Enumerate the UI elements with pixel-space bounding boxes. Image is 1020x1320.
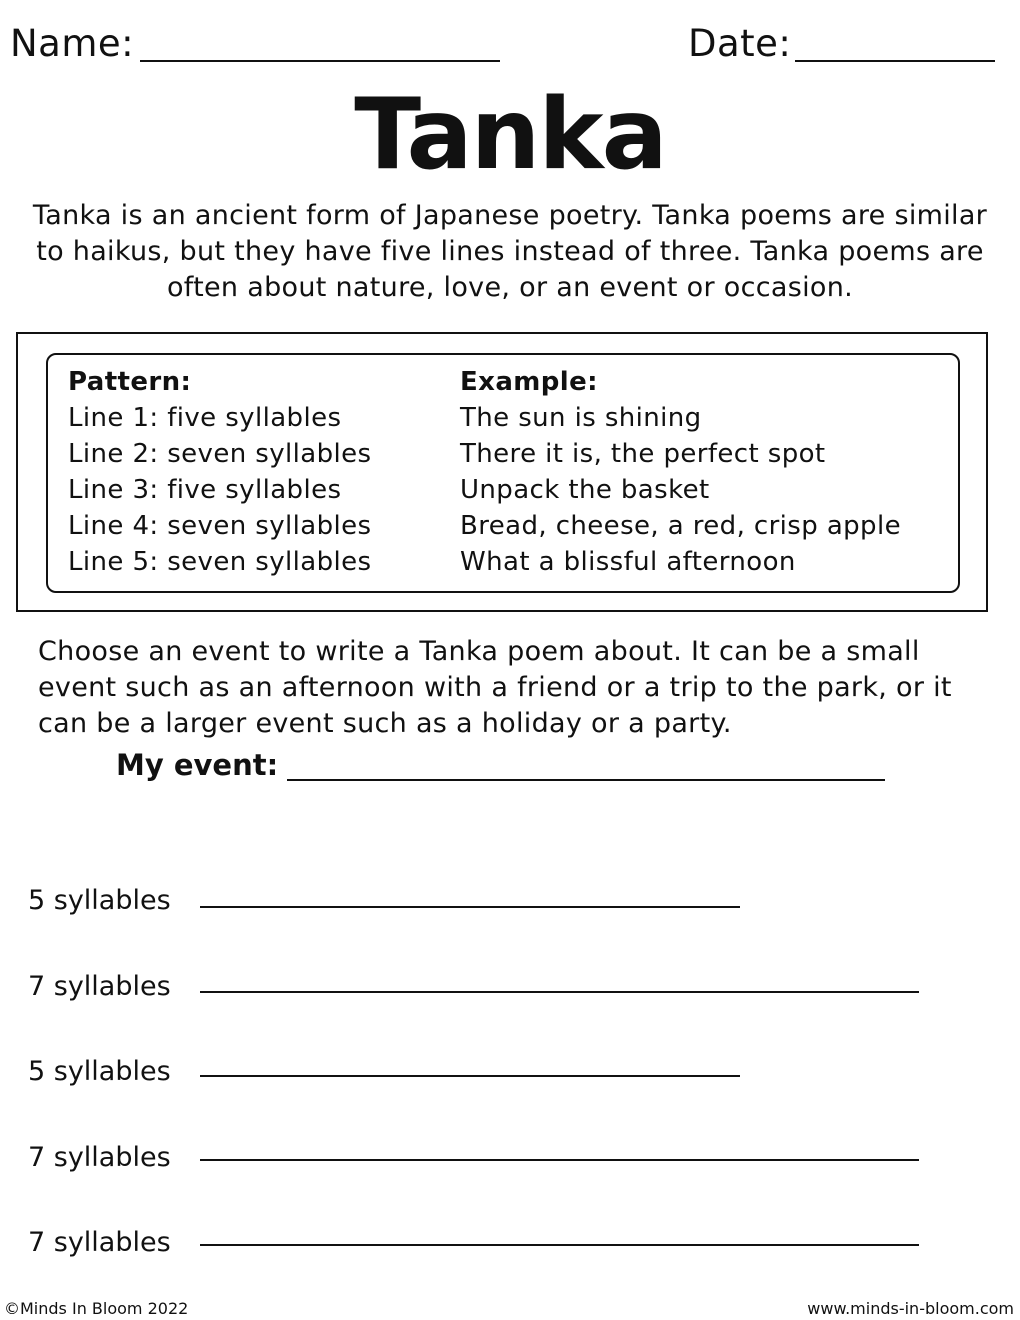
copyright-text: ©Minds In Bloom 2022 bbox=[4, 1299, 189, 1318]
pattern-column bbox=[68, 364, 371, 580]
name-field[interactable] bbox=[140, 60, 500, 62]
example-line: Unpack the basket bbox=[460, 475, 710, 505]
pattern-line: Line 3: five syllables bbox=[68, 475, 342, 505]
syllable-row-label: 5 syllables bbox=[28, 1056, 171, 1087]
example-line: There it is, the perfect spot bbox=[460, 439, 826, 469]
instructions-paragraph: Choose an event to write a Tanka poem about. It can be a small event such as an afternoon with a friend or a trip to the park, or it can be a larger event such as a holiday or a party. bbox=[38, 636, 952, 739]
pattern-line: Line 1: five syllables bbox=[68, 403, 342, 433]
intro-paragraph: Tanka is an ancient form of Japanese poetry. Tanka poems are similar to haikus, but they have five lines instead of three. Tanka poems are often about nature, love, or an event or occasion. bbox=[32, 200, 988, 303]
poem-line-1-field[interactable] bbox=[200, 906, 740, 908]
my-event-label: My event: bbox=[116, 748, 279, 782]
poem-line-5-field[interactable] bbox=[200, 1244, 919, 1246]
date-label: Date: bbox=[688, 22, 792, 65]
example-line: The sun is shining bbox=[460, 403, 702, 433]
poem-line-2-field[interactable] bbox=[200, 991, 919, 993]
pattern-line: Line 5: seven syllables bbox=[68, 547, 372, 577]
syllable-row-label: 5 syllables bbox=[28, 885, 171, 916]
poem-line-4-field[interactable] bbox=[200, 1159, 919, 1161]
example-line: What a blissful afternoon bbox=[460, 547, 796, 577]
syllable-row-label: 7 syllables bbox=[28, 971, 171, 1002]
page-title: Tanka bbox=[354, 78, 666, 192]
example-column bbox=[460, 364, 901, 580]
pattern-line: Line 4: seven syllables bbox=[68, 511, 372, 541]
poem-line-3-field[interactable] bbox=[200, 1075, 740, 1077]
date-field[interactable] bbox=[795, 60, 995, 62]
pattern-line: Line 2: seven syllables bbox=[68, 439, 372, 469]
website-link[interactable]: www.minds-in-bloom.com bbox=[807, 1299, 1014, 1318]
syllable-row-label: 7 syllables bbox=[28, 1142, 171, 1173]
example-line: Bread, cheese, a red, crisp apple bbox=[460, 511, 901, 541]
example-heading: Example: bbox=[460, 367, 598, 397]
name-label: Name: bbox=[10, 22, 135, 65]
my-event-field[interactable] bbox=[287, 779, 885, 781]
syllable-row-label: 7 syllables bbox=[28, 1227, 171, 1258]
pattern-heading: Pattern: bbox=[68, 367, 192, 397]
